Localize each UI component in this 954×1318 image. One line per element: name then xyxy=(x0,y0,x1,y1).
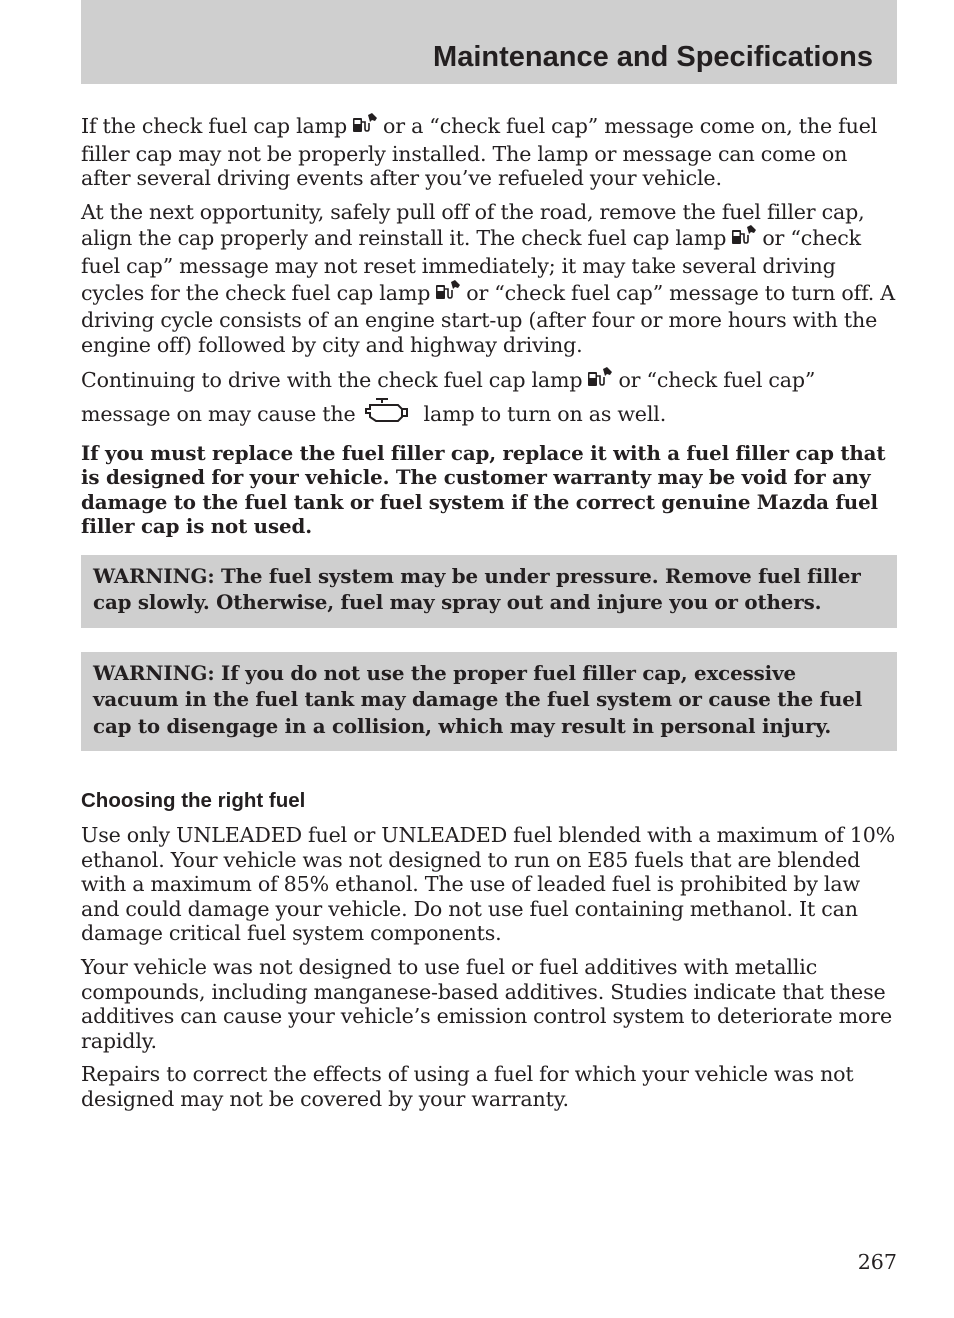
check-fuel-cap-icon xyxy=(586,366,614,396)
paragraph-reinstall-cap: At the next opportunity, safely pull off of the road, remove the fuel filler cap, align the cap properly and reinstall it. The check fuel cap lamp or “check fuel cap” message may not reset immediately; it may take several driving cycles for the check fuel cap lamp or “check fuel cap” message to turn off. A driving cycle consists of an engine start-up (after four or more hours with the engine off) followed by city and highway driving. xyxy=(81,199,896,357)
paragraph-metallic-additives: Your vehicle was not designed to use fuel or fuel additives with metallic compounds, including manganese-based additives. Studies indicate that these additives can cause your vehicle’s emission control system to deteriorate more rapidly. xyxy=(81,954,893,1053)
replacement-cap-note: If you must replace the fuel filler cap, replace it with a fuel filler cap that is designed for your vehicle. The customer warranty may be void for any damage to the fuel tank or fuel system if the correct genuine Mazda fuel filler cap is not used. xyxy=(81,440,886,539)
warning-text: WARNING: The fuel system may be under pressure. Remove fuel filler cap slowly. Otherwise, fuel may spray out and injure you or others. xyxy=(93,563,861,615)
check-fuel-cap-icon xyxy=(730,224,758,254)
page-title: Maintenance and Specifications xyxy=(433,41,873,73)
check-fuel-cap-icon xyxy=(351,112,379,142)
paragraph-fuel-cap-lamp: If the check fuel cap lamp or a “check fuel cap” message come on, the fuel filler cap may not be properly installed. The lamp or message can come on after several driving events after you’ve refueled your vehicle. xyxy=(81,114,878,191)
section-heading: Choosing the right fuel xyxy=(81,788,306,812)
warning-box-vacuum xyxy=(81,652,897,751)
check-engine-icon xyxy=(362,396,410,430)
paragraph-warranty: Repairs to correct the effects of using a fuel for which your vehicle was not designed may not be covered by your warranty. xyxy=(81,1062,854,1111)
page-number: 267 xyxy=(857,1250,897,1274)
page-content xyxy=(81,112,897,1120)
warning-text: WARNING: If you do not use the proper fuel filler cap, excessive vacuum in the fuel tank may damage the fuel system or cause the fuel cap to disengage in a collision, which may result in personal injury. xyxy=(93,660,863,738)
warning-box-pressure xyxy=(81,555,897,628)
check-fuel-cap-icon xyxy=(434,279,462,309)
page-header xyxy=(81,0,897,84)
paragraph-unleaded-fuel: Use only UNLEADED fuel or UNLEADED fuel blended with a maximum of 10% ethanol. Your vehicle was not designed to run on E85 fuels that are blended with a maximum of 85% ethanol. The use of leaded fuel is prohibited by law and could damage your vehicle. Do not use fuel containing methanol. It can damage critical fuel system components. xyxy=(81,822,896,946)
paragraph-continue-driving: Continuing to drive with the check fuel cap lamp or “check fuel cap” message on may cause the lamp to turn on as well. xyxy=(81,366,897,429)
